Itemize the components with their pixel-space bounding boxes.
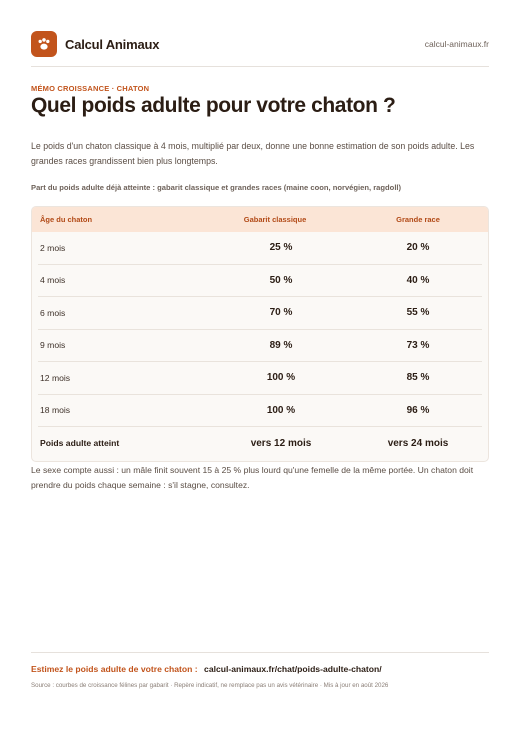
table-caption: Part du poids adulte déjà atteinte : gabarit classique et grandes races (maine coon, norvégien, ragdoll) <box>31 183 402 192</box>
header-url[interactable]: calcul-animaux.fr <box>424 39 489 49</box>
table-header <box>32 207 488 232</box>
cell-age: 6 mois <box>40 307 66 318</box>
brand[interactable] <box>31 31 159 57</box>
cell-age: 2 mois <box>40 242 66 253</box>
cell-age: 9 mois <box>40 340 66 351</box>
cell-classic: 50 % <box>269 274 293 286</box>
cell-age: Poids adulte atteint <box>40 438 120 449</box>
cell-age: 12 mois <box>40 372 71 383</box>
table-row <box>38 265 482 298</box>
cell-classic: 89 % <box>269 339 293 351</box>
table-row-total <box>38 427 482 460</box>
cell-large: 40 % <box>406 274 430 286</box>
footer-divider <box>31 652 489 653</box>
cell-large: vers 24 mois <box>387 437 449 449</box>
table-body <box>32 232 488 460</box>
cell-classic: 25 % <box>269 242 293 254</box>
cell-large: 85 % <box>406 372 430 384</box>
brand-name: Calcul Animaux <box>65 36 160 52</box>
footer-link[interactable]: calcul-animaux.fr/chat/poids-adulte-chaton/ <box>204 664 382 674</box>
cell-age: 18 mois <box>40 405 71 416</box>
table-row <box>38 362 482 395</box>
table-row <box>38 297 482 330</box>
footer-cta <box>31 664 382 674</box>
cell-large: 73 % <box>406 339 430 351</box>
cell-classic: 100 % <box>266 404 296 416</box>
note-text: Le sexe compte aussi : un mâle finit souvent 15 à 25 % plus lourd qu'une femelle de la même portée. Un chaton doit prendre du poids chaque semaine : s'il stagne, consultez. <box>31 465 474 490</box>
paw-icon <box>31 31 57 57</box>
cell-large: 20 % <box>406 242 430 254</box>
eyebrow: MÉMO CROISSANCE · CHATON <box>31 84 150 93</box>
header-large: Grande race <box>396 215 440 224</box>
growth-table <box>31 206 489 462</box>
page <box>31 0 489 736</box>
table-row <box>38 395 482 428</box>
intro-text: Le poids d'un chaton classique à 4 mois, multiplié par deux, donne une bonne estimation de son poids adulte. Les grandes races grandissent bien plus longtemps. <box>31 141 475 166</box>
source-text: Source : courbes de croissance félines par gabarit · Repère indicatif, ne remplace pas un avis vétérinaire · Mis à jour en août 2026 <box>31 682 389 689</box>
header-divider <box>31 66 489 67</box>
table-row <box>38 232 482 265</box>
header-classic: Gabarit classique <box>243 215 307 224</box>
cell-classic: 70 % <box>269 307 293 319</box>
header-age: Âge du chaton <box>40 215 93 224</box>
table-row <box>38 330 482 363</box>
footer-label: Estimez le poids adulte de votre chaton : <box>31 664 198 674</box>
cell-large: 96 % <box>406 404 430 416</box>
site-header <box>31 31 489 57</box>
cell-classic: 100 % <box>266 372 296 384</box>
cell-large: 55 % <box>406 307 430 319</box>
page-title: Quel poids adulte pour votre chaton ? <box>31 94 396 117</box>
cell-age: 4 mois <box>40 275 66 286</box>
cell-classic: vers 12 mois <box>250 437 312 449</box>
